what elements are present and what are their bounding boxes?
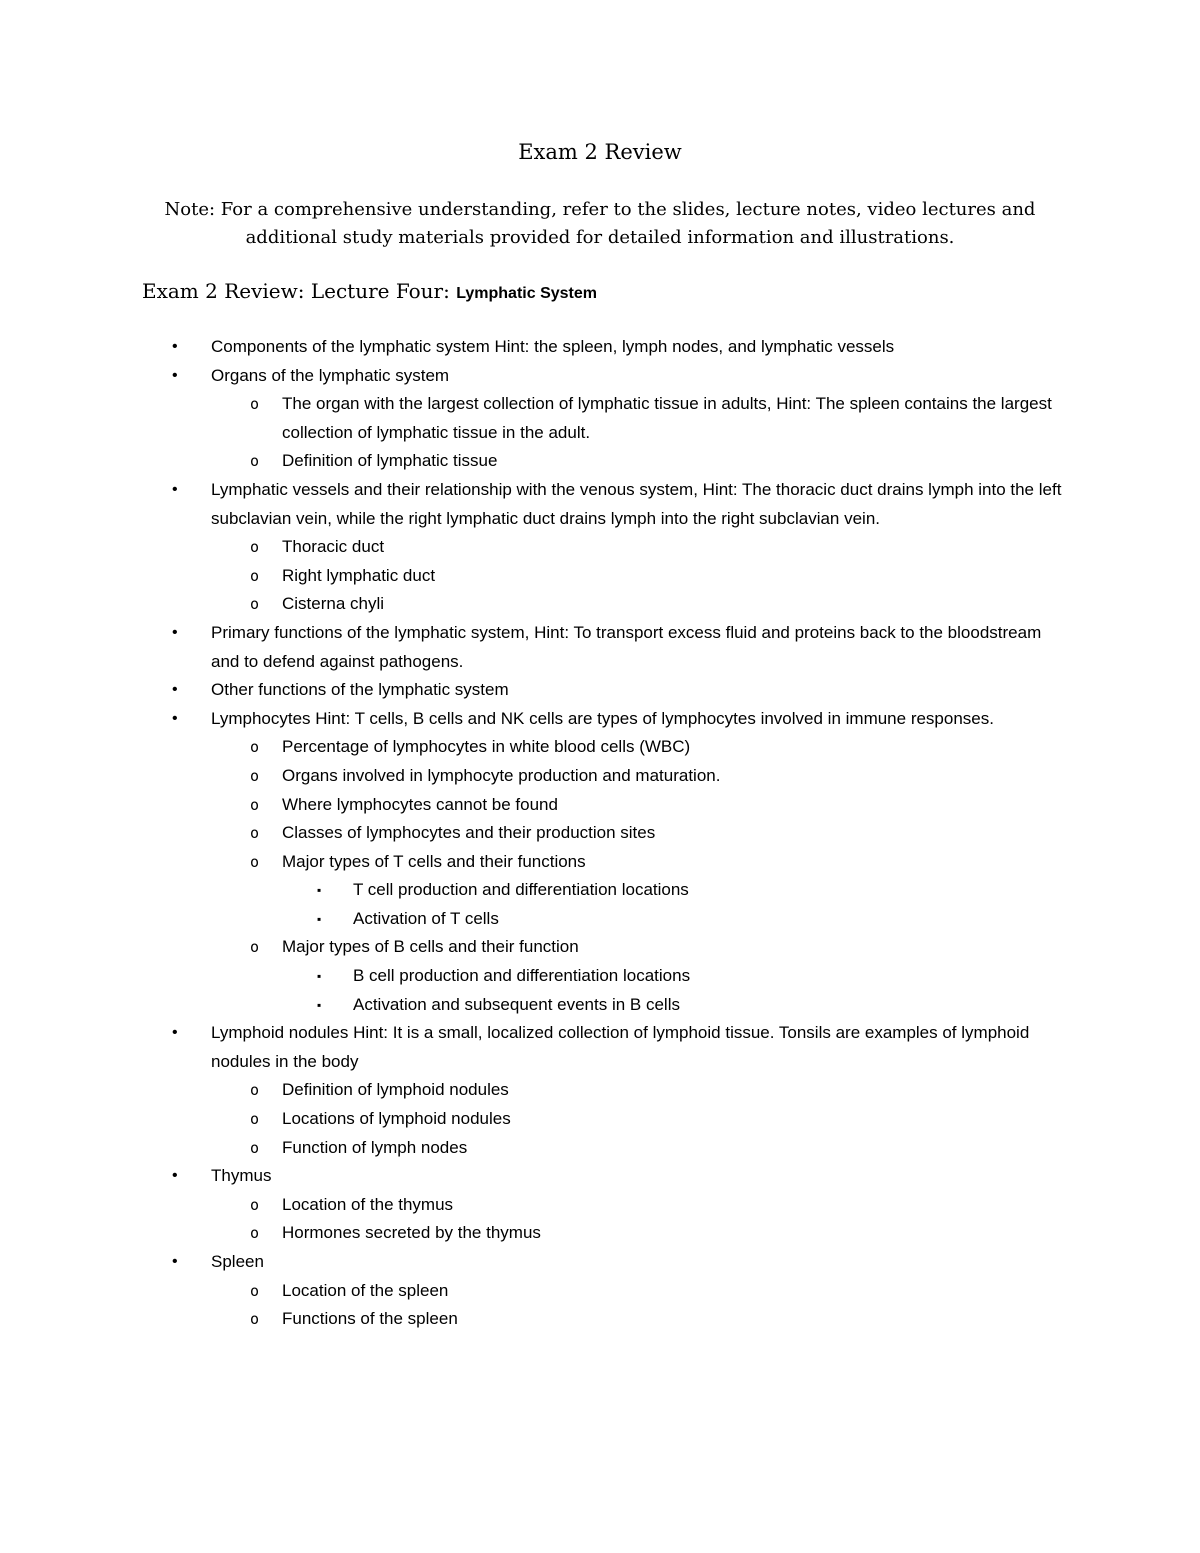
outline-item-text: Major types of T cells and their functions bbox=[282, 851, 586, 871]
bullet-circle-icon: o bbox=[250, 1195, 260, 1214]
outline-item-text: Organs of the lymphatic system bbox=[211, 365, 450, 385]
outline-item bbox=[0, 333, 1071, 362]
outline-item-text: Organs involved in lymphocyte production and maturation. bbox=[282, 765, 721, 785]
outline-subitem bbox=[0, 1219, 1072, 1248]
outline-subitem bbox=[0, 1305, 1072, 1334]
outline-subitem bbox=[0, 1277, 1072, 1306]
outline-item bbox=[0, 1019, 1071, 1076]
outline-item bbox=[0, 362, 1071, 391]
section-heading-topic: Lymphatic System bbox=[456, 285, 597, 302]
outline-subitem bbox=[0, 933, 1072, 962]
outline-item bbox=[0, 676, 1071, 705]
bullet-circle-icon: o bbox=[250, 795, 260, 814]
outline-subitem bbox=[0, 733, 1072, 762]
review-outline bbox=[0, 333, 1200, 1334]
bullet-disc-icon: • bbox=[172, 681, 178, 699]
bullet-square-icon: ▪ bbox=[317, 997, 322, 1012]
outline-item-text: Lymphocytes Hint: T cells, B cells and NK cells are types of lymphocytes involved in immune responses. bbox=[211, 708, 994, 728]
outline-item-text: Hormones secreted by the thymus bbox=[282, 1223, 541, 1243]
section-heading-lecture: Exam 2 Review: Lecture Four: bbox=[142, 279, 457, 303]
outline-item-text: Function of lymph nodes bbox=[282, 1137, 468, 1157]
outline-item-text: Other functions of the lymphatic system bbox=[211, 680, 509, 700]
outline-subitem bbox=[0, 848, 1072, 877]
outline-item bbox=[0, 1162, 1071, 1191]
outline-subsubitem bbox=[0, 905, 1073, 934]
outline-item-text: Definition of lymphatic tissue bbox=[282, 451, 498, 471]
outline-subitem bbox=[0, 819, 1072, 848]
bullet-circle-icon: o bbox=[250, 538, 260, 557]
outline-item-text: Activation of T cells bbox=[353, 908, 499, 928]
bullet-circle-icon: o bbox=[250, 1081, 260, 1100]
outline-subitem bbox=[0, 562, 1072, 591]
outline-subitem bbox=[0, 1076, 1072, 1105]
outline-item-text: Thoracic duct bbox=[282, 537, 385, 557]
outline-subsubitem bbox=[0, 962, 1073, 991]
outline-item-text: Lymphoid nodules Hint: It is a small, localized collection of lymphoid tissue. Tonsils are examples of lymphoid nodules in the body bbox=[211, 1023, 1030, 1071]
outline-item-text: Right lymphatic duct bbox=[282, 565, 436, 585]
outline-item-text: Location of the spleen bbox=[282, 1280, 449, 1300]
outline-item bbox=[0, 619, 1071, 676]
outline-item bbox=[0, 705, 1071, 734]
document-title: Exam 2 Review bbox=[518, 140, 682, 164]
outline-subsubitem bbox=[0, 876, 1073, 905]
outline-item-text: Lymphatic vessels and their relationship with the venous system, Hint: The thoracic duct drains lymph into the left subclavian vein, while the right lymphatic duct drains lymph into the right subclavian vein. bbox=[211, 479, 1062, 528]
bullet-disc-icon: • bbox=[172, 480, 178, 498]
outline-subitem bbox=[0, 1134, 1072, 1163]
outline-item-text: Where lymphocytes cannot be found bbox=[282, 794, 558, 814]
bullet-square-icon: ▪ bbox=[317, 969, 322, 984]
bullet-disc-icon: • bbox=[172, 1167, 178, 1185]
bullet-circle-icon: o bbox=[250, 824, 260, 843]
bullet-circle-icon: o bbox=[250, 852, 260, 871]
bullet-circle-icon: o bbox=[250, 595, 260, 614]
bullet-circle-icon: o bbox=[250, 1138, 260, 1157]
outline-subitem bbox=[0, 447, 1072, 476]
outline-item-text: Thymus bbox=[211, 1166, 272, 1186]
bullet-circle-icon: o bbox=[250, 395, 260, 414]
bullet-disc-icon: • bbox=[172, 623, 178, 641]
outline-item bbox=[0, 1248, 1071, 1277]
outline-item-text: Classes of lymphocytes and their production sites bbox=[282, 823, 656, 843]
bullet-circle-icon: o bbox=[250, 766, 260, 785]
outline-item-text: The organ with the largest collection of lymphatic tissue in adults, Hint: The spleen contains the largest collection of lymphatic tissue in the adult. bbox=[282, 394, 1052, 442]
outline-item-text: Components of the lymphatic system Hint: the spleen, lymph nodes, and lymphatic vessels bbox=[211, 337, 895, 356]
outline-subitem bbox=[0, 791, 1072, 820]
bullet-disc-icon: • bbox=[172, 1253, 178, 1270]
study-note: Note: For a comprehensive understanding, refer to the slides, lecture notes, video lectures and additional study materials provided for detailed information and illustrations. bbox=[164, 199, 1036, 248]
outline-item-text: Major types of B cells and their function bbox=[282, 937, 579, 957]
outline-item-text: Percentage of lymphocytes in white blood cells (WBC) bbox=[282, 737, 691, 757]
outline-subitem bbox=[0, 590, 1072, 619]
bullet-disc-icon: • bbox=[172, 1024, 178, 1042]
outline-subsubitem bbox=[0, 991, 1073, 1020]
outline-item-text: Activation and subsequent events in B cells bbox=[353, 994, 680, 1014]
outline-item bbox=[0, 476, 1071, 533]
bullet-circle-icon: o bbox=[250, 566, 260, 585]
bullet-square-icon: ▪ bbox=[317, 911, 322, 926]
bullet-disc-icon: • bbox=[172, 366, 178, 384]
outline-item-text: Cisterna chyli bbox=[282, 594, 385, 614]
bullet-circle-icon: o bbox=[250, 1110, 260, 1129]
outline-subitem bbox=[0, 762, 1072, 791]
outline-item-text: Location of the thymus bbox=[282, 1194, 454, 1214]
outline-subitem bbox=[0, 533, 1072, 562]
section-heading bbox=[142, 278, 597, 305]
outline-item-text: T cell production and differentiation locations bbox=[353, 880, 689, 900]
bullet-circle-icon: o bbox=[250, 1310, 260, 1329]
bullet-circle-icon: o bbox=[250, 452, 260, 471]
outline-subitem bbox=[0, 1191, 1072, 1220]
bullet-circle-icon: o bbox=[250, 738, 260, 757]
outline-subitem bbox=[0, 1105, 1072, 1134]
outline-item-text: Definition of lymphoid nodules bbox=[282, 1080, 509, 1100]
outline-subitem bbox=[0, 390, 1072, 447]
bullet-square-icon: ▪ bbox=[317, 883, 322, 898]
outline-item-text: B cell production and differentiation locations bbox=[353, 966, 691, 986]
outline-item-text: Functions of the spleen bbox=[282, 1309, 458, 1329]
outline-item-text: Primary functions of the lymphatic system, Hint: To transport excess fluid and proteins back to the bloodstream and to defend against pathogens. bbox=[211, 622, 1042, 671]
outline-item-text: Spleen bbox=[211, 1252, 264, 1271]
bullet-disc-icon: • bbox=[172, 709, 178, 727]
bullet-circle-icon: o bbox=[250, 938, 260, 957]
outline-item-text: Locations of lymphoid nodules bbox=[282, 1109, 511, 1129]
bullet-disc-icon: • bbox=[172, 338, 178, 355]
bullet-circle-icon: o bbox=[250, 1224, 260, 1243]
bullet-circle-icon: o bbox=[250, 1281, 260, 1300]
